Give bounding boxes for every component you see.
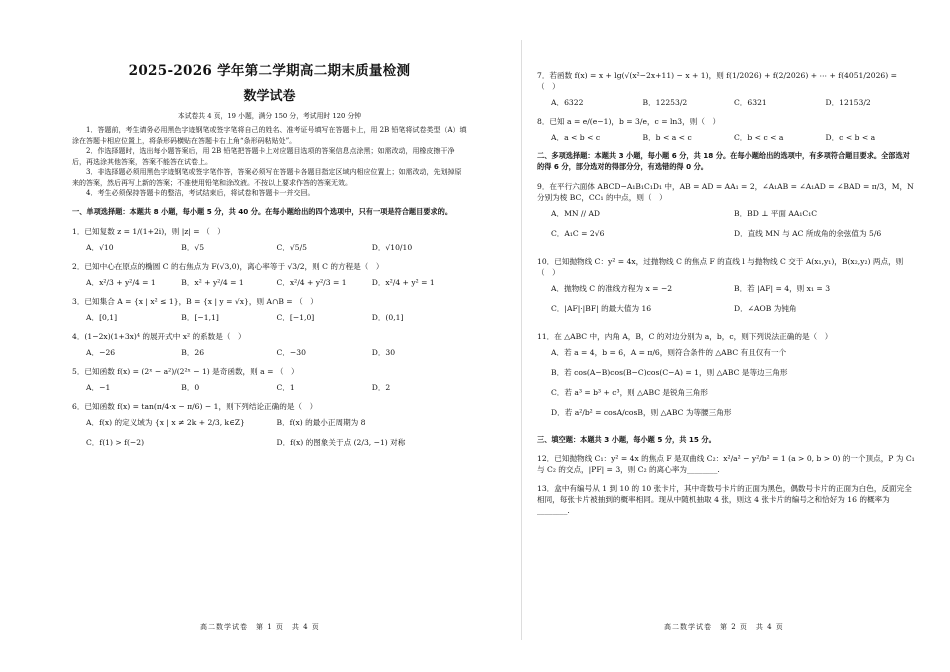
answer-option: D．若 a²/b² = cosA/cosB，则 △ABC 为等腰三角形 bbox=[551, 407, 732, 417]
answer-option: B．f(x) 的最小正周期为 8 bbox=[276, 417, 366, 427]
answer-option: D．f(x) 的图象关于点 (2/3, −1) 对称 bbox=[276, 437, 406, 447]
fill-question: 12．已知抛物线 C₁：y² = 4x 的焦点 F 是双曲线 C₂：x²/a² − y²/b² = 1 (a > 0, b > 0) 的一个顶点，P 为 C₁ 与 C₂ 的交点，|PF| = 3，则 C₂ 的离心率为________. bbox=[537, 454, 915, 475]
answer-option: D．∠AOB 为钝角 bbox=[734, 303, 797, 313]
section-heading-1: 一、单项选择题：本题共 8 小题，每小题 5 分，共 40 分。在每小题给出的四个选项中，只有一项是符合题目要求的。 bbox=[72, 206, 453, 216]
question-stem: 8．已知 a = e/(e−1)，b = 3/e，c = ln3，则（ ） bbox=[537, 117, 721, 126]
notice-item: 1．答题前，考生请务必用黑色字迹钢笔或签字笔将自己的姓名、准考证号填写在答题卡上，用 2B 铅笔将试卷类型（A）填涂在答题卡相应位置上，将条形码横贴在答题卡右上角“条形码粘贴处”。 bbox=[72, 126, 467, 145]
notice-block bbox=[72, 125, 467, 199]
option-group bbox=[537, 132, 917, 143]
answer-option: A．抛物线 C 的准线方程为 x = −2 bbox=[551, 283, 673, 293]
question-stem: 7．若函数 f(x) = x + lg(√(x²−2x+11) − x + 1)，则 f(1/2026) + f(2/2026) + ⋯ + f(4051/2026) = （ ） bbox=[537, 71, 897, 91]
answer-option: C．若 a³ = b³ + c³，则 △ABC 是锐角三角形 bbox=[551, 387, 708, 397]
answer-option: B．0 bbox=[181, 382, 200, 392]
answer-option: D．c < b < a bbox=[825, 133, 876, 142]
answer-option: C．−30 bbox=[276, 347, 306, 357]
question-stem: 9．在平行六面体 ABCD−A₁B₁C₁D₁ 中，AB = AD = AA₁ = 2，∠A₁AB = ∠A₁AD = ∠BAD = π/3，M，N 分别为棱 BC，CC₁ 的中点，则（ ） bbox=[537, 181, 914, 202]
answer-option: A．√10 bbox=[86, 242, 114, 252]
section-heading-2: 二、多项选择题：本题共 3 小题，每小题 6 分，共 18 分。在每小题给出的选项中，有多项符合题目要求。全部选对的得 6 分，部分选对的得部分分，有选错的得 0 分。 bbox=[537, 151, 910, 171]
answer-option: C．b < c < a bbox=[734, 133, 784, 142]
option-group bbox=[72, 242, 467, 253]
answer-option: C．A₁C = 2√6 bbox=[551, 228, 605, 238]
answer-option: A．MN // AD bbox=[551, 208, 601, 218]
answer-option: B．[−1,1] bbox=[181, 312, 219, 322]
option-group bbox=[537, 347, 917, 427]
option-group bbox=[72, 312, 467, 323]
answer-option: B．若 |AF| = 4，则 x₁ = 3 bbox=[734, 283, 831, 293]
exam-meta: 本试卷共 4 页，19 小题，满分 150 分，考试用时 120 分钟 bbox=[177, 112, 362, 121]
option-group bbox=[72, 347, 467, 358]
page-divider bbox=[521, 40, 522, 640]
answer-option: B．x² + y²/4 = 1 bbox=[181, 277, 244, 287]
answer-option: B．若 cos(A−B)cos(B−C)cos(C−A) = 1，则 △ABC 是等边三角形 bbox=[551, 367, 788, 377]
exam-subtitle: 数学试卷 bbox=[243, 88, 296, 104]
answer-option: C．6321 bbox=[734, 98, 767, 107]
option-group bbox=[72, 417, 467, 457]
answer-option: C．[−1,0] bbox=[276, 312, 315, 322]
answer-option: C．x²/4 + y²/3 = 1 bbox=[276, 277, 347, 287]
notice-item: 2．作选择题时，选出每小题答案后，用 2B 铅笔把答题卡上对应题目选项的答案信息点涂黑；如需改动，用橡皮擦干净后，再选涂其他答案，答案不能答在试卷上。 bbox=[72, 147, 455, 166]
answer-option: A．6322 bbox=[551, 98, 584, 107]
option-group bbox=[537, 97, 917, 108]
option-group bbox=[72, 277, 467, 288]
answer-option: D．x²/4 + y² = 1 bbox=[371, 277, 435, 287]
answer-option: C．√5/5 bbox=[276, 242, 307, 252]
fill-question: 13．盒中有编号从 1 到 10 的 10 张卡片，其中奇数号卡片的正面为黑色，偶数号卡片的正面为白色，反面完全相同，每张卡片被抽到的概率相同。现从中随机抽取 4 张，则这 4 张卡片的编号之和恰好为 16 的概率为________. bbox=[537, 484, 912, 516]
answer-option: A．a < b < c bbox=[551, 133, 601, 142]
exam-title: 2025-2026 学年第二学期高二期末质量检测 bbox=[128, 63, 411, 79]
answer-option: C．|AF|·|BF| 的最大值为 16 bbox=[551, 303, 652, 313]
answer-option: B．BD ⊥ 平面 AA₁C₁C bbox=[734, 208, 818, 218]
section-heading-3: 三、填空题：本题共 3 小题，每小题 5 分，共 15 分。 bbox=[537, 434, 716, 444]
question-stem: 3．已知集合 A = {x | x² ≤ 1}，B = {x | y = √x}，则 A∩B = （ ） bbox=[72, 296, 318, 306]
option-group bbox=[537, 283, 917, 323]
question-list-right-2 bbox=[537, 181, 917, 427]
answer-option: D．2 bbox=[371, 382, 391, 392]
notice-item: 3．非选择题必须用黑色字迹钢笔或签字笔作答，答案必须写在答题卡各题目指定区域内相应位置上；如需改动，先划掉原来的答案，然后再写上新的答案；不准使用铅笔和涂改液。不按以上要求作答的答案无效。 bbox=[72, 168, 462, 187]
answer-option: A．f(x) 的定义域为 {x | x ≠ 2k + 2/3, k∈Z} bbox=[86, 417, 245, 427]
answer-option: B．√5 bbox=[181, 242, 205, 252]
question-list-right bbox=[537, 70, 917, 143]
page-footer-left: 高二数学试卷 第 1 页 共 4 页 bbox=[200, 623, 320, 631]
option-group bbox=[72, 382, 467, 393]
answer-option: A．−26 bbox=[86, 347, 116, 357]
answer-option: A．若 a = 4，b = 6，A = π/6，则符合条件的 △ABC 有且仅有一个 bbox=[551, 347, 787, 357]
question-stem: 1．已知复数 z = 1/(1+2i)，则 |z| = （ ） bbox=[72, 226, 225, 236]
answer-option: B．b < a < c bbox=[642, 133, 692, 142]
page-right bbox=[537, 62, 917, 520]
answer-option: B．26 bbox=[181, 347, 205, 357]
page-left bbox=[72, 58, 467, 460]
answer-option: A．−1 bbox=[86, 382, 111, 392]
question-stem: 10．已知抛物线 C：y² = 4x，过抛物线 C 的焦点 F 的直线 l 与抛物线 C 交于 A(x₁,y₁)，B(x₂,y₂) 两点，则（ ） bbox=[537, 256, 904, 277]
question-stem: 2．已知中心在原点的椭圆 C 的右焦点为 F(√3,0)，离心率等于 √3/2，则 C 的方程是（ ） bbox=[72, 261, 384, 271]
answer-option: D．(0,1] bbox=[371, 312, 404, 322]
answer-option: D．直线 MN 与 AC 所成角的余弦值为 5/6 bbox=[734, 228, 882, 238]
answer-option: A．x²/3 + y²/4 = 1 bbox=[86, 277, 156, 287]
question-stem: 5．已知函数 f(x) = (2ˣ − a²)/(2²ˣ − 1) 是奇函数，则 a = （ ） bbox=[72, 366, 299, 376]
answer-option: C．1 bbox=[276, 382, 295, 392]
answer-option: D．√10/10 bbox=[371, 242, 413, 252]
answer-option: D．30 bbox=[371, 347, 396, 357]
answer-option: B．12253/2 bbox=[642, 98, 688, 107]
question-list-left bbox=[72, 226, 467, 457]
question-stem: 4．(1−2x)(1+3x)⁴ 的展开式中 x² 的系数是（ ） bbox=[72, 331, 246, 341]
answer-option: C．f(1) > f(−2) bbox=[86, 437, 145, 447]
notice-item: 4．考生必须保持答题卡的整洁，考试结束后，将试卷和答题卡一并交回。 bbox=[86, 189, 315, 198]
question-stem: 11．在 △ABC 中，内角 A，B，C 的对边分别为 a，b，c，则下列说法正确的是（ ） bbox=[537, 331, 833, 341]
page-footer-right: 高二数学试卷 第 2 页 共 4 页 bbox=[664, 623, 784, 631]
question-stem: 6．已知函数 f(x) = tan(π/4·x − π/6) − 1，则下列结论正确的是（ ） bbox=[72, 401, 318, 411]
option-group bbox=[537, 208, 917, 248]
answer-option: A．[0,1] bbox=[86, 312, 118, 322]
answer-option: D．12153/2 bbox=[825, 98, 871, 107]
